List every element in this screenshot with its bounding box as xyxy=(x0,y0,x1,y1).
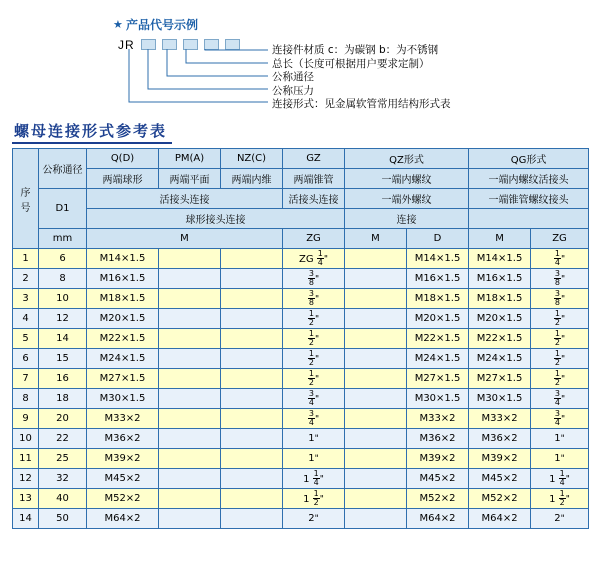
header-qg-connect xyxy=(469,209,589,229)
cell-qg-m: M18×1.5 xyxy=(469,289,531,309)
page-title: 螺母连接形式参考表 xyxy=(14,122,168,140)
header-qz-thread: 一端外螺纹 xyxy=(345,189,469,209)
cell-seq: 10 xyxy=(13,429,39,449)
cell-qz-d: M30×1.5 xyxy=(407,389,469,409)
cell-qg-zg: $\frac{3}{4}$ " xyxy=(531,409,589,429)
table-row xyxy=(13,249,589,269)
cell-gz-zg: $\frac{3}{8}$ " xyxy=(283,289,345,309)
header-qg-desc: 一端内螺纹活接头 xyxy=(469,169,589,189)
cell-qg-m: M36×2 xyxy=(469,429,531,449)
cell-seq: 5 xyxy=(13,329,39,349)
cell-qg-m: M22×1.5 xyxy=(469,329,531,349)
table-row xyxy=(13,329,589,349)
cell-qg-zg: 1" xyxy=(531,429,589,449)
cell-nominal-diameter: 22 xyxy=(39,429,87,449)
cell-qg-zg: 1 $\frac{1}{2}$ " xyxy=(531,489,589,509)
header-qz: QZ形式 xyxy=(345,149,469,169)
cell-nominal-diameter: 12 xyxy=(39,309,87,329)
header-unit-qz-d: D xyxy=(407,229,469,249)
cell-gz-zg: ZG $\frac{1}{4}$ " xyxy=(283,249,345,269)
cell-qz-d: M16×1.5 xyxy=(407,269,469,289)
cell-pma-m xyxy=(159,449,221,469)
cell-nzc-m xyxy=(221,349,283,369)
header-unit-qz-m: M xyxy=(345,229,407,249)
table-row xyxy=(13,289,589,309)
cell-nominal-diameter: 10 xyxy=(39,289,87,309)
header-row-3 xyxy=(13,189,589,209)
header-gz: GZ xyxy=(283,149,345,169)
cell-seq: 12 xyxy=(13,469,39,489)
header-unit-mm: mm xyxy=(39,229,87,249)
cell-nominal-diameter: 16 xyxy=(39,369,87,389)
cell-nzc-m xyxy=(221,289,283,309)
table-header xyxy=(13,149,589,249)
header-pma: PM(A) xyxy=(159,149,221,169)
cell-qd-m: M24×1.5 xyxy=(87,349,159,369)
header-qg-thread: 一端锥管螺纹接头 xyxy=(469,189,589,209)
cell-qz-d: M22×1.5 xyxy=(407,329,469,349)
header-unit-qg-zg: ZG xyxy=(531,229,589,249)
legend-item-nominal-diameter: 公称通径 xyxy=(272,71,314,83)
cell-seq: 3 xyxy=(13,289,39,309)
header-qz-desc: 一端内螺纹 xyxy=(345,169,469,189)
cell-qg-m: M14×1.5 xyxy=(469,249,531,269)
cell-qz-m xyxy=(345,509,407,529)
cell-seq: 13 xyxy=(13,489,39,509)
cell-qg-zg: 1 $\frac{1}{4}$ " xyxy=(531,469,589,489)
cell-pma-m xyxy=(159,249,221,269)
cell-qg-m: M64×2 xyxy=(469,509,531,529)
legend-item-length: 总长（长度可根据用户要求定制） xyxy=(272,57,430,70)
cell-qz-m xyxy=(345,329,407,349)
cell-qz-m xyxy=(345,389,407,409)
cell-qg-m: M52×2 xyxy=(469,489,531,509)
cell-qg-zg: $\frac{3}{8}$ " xyxy=(531,289,589,309)
cell-gz-zg: 1 $\frac{1}{2}$ " xyxy=(283,489,345,509)
cell-nzc-m xyxy=(221,309,283,329)
cell-qz-d: M64×2 xyxy=(407,509,469,529)
table-row xyxy=(13,489,589,509)
cell-nominal-diameter: 32 xyxy=(39,469,87,489)
header-unit-m: M xyxy=(87,229,283,249)
cell-nzc-m xyxy=(221,369,283,389)
header-unit-zg: ZG xyxy=(283,229,345,249)
table-row xyxy=(13,509,589,529)
star-icon: ★ xyxy=(113,19,123,31)
cell-seq: 11 xyxy=(13,449,39,469)
cell-nominal-diameter: 25 xyxy=(39,449,87,469)
legend-item-nominal-pressure: 公称压力 xyxy=(272,84,314,97)
table-body xyxy=(13,249,589,529)
cell-nominal-diameter: 15 xyxy=(39,349,87,369)
header-row-4 xyxy=(13,209,589,229)
cell-qg-m: M27×1.5 xyxy=(469,369,531,389)
cell-qz-d: M33×2 xyxy=(407,409,469,429)
cell-pma-m xyxy=(159,369,221,389)
cell-gz-zg: $\frac{1}{2}$ " xyxy=(283,369,345,389)
cell-qz-d: M24×1.5 xyxy=(407,349,469,369)
cell-nominal-diameter: 20 xyxy=(39,409,87,429)
cell-qg-zg: $\frac{1}{4}$ " xyxy=(531,249,589,269)
cell-qd-m: M33×2 xyxy=(87,409,159,429)
legend-item-material: 连接件材质 c：为碳钢 b：为不锈钢 xyxy=(272,44,439,56)
cell-nominal-diameter: 6 xyxy=(39,249,87,269)
cell-pma-m xyxy=(159,269,221,289)
cell-qg-m: M24×1.5 xyxy=(469,349,531,369)
cell-qg-m: M16×1.5 xyxy=(469,269,531,289)
header-union-connection: 活接头连接 xyxy=(87,189,283,209)
cell-seq: 9 xyxy=(13,409,39,429)
header-qd-desc: 两端球形 xyxy=(87,169,159,189)
header-row-1 xyxy=(13,149,589,169)
cell-qz-m xyxy=(345,409,407,429)
cell-gz-zg: $\frac{1}{2}$ " xyxy=(283,329,345,349)
header-qz-connect: 连接 xyxy=(345,209,469,229)
table-row xyxy=(13,309,589,329)
cell-seq: 4 xyxy=(13,309,39,329)
table-row xyxy=(13,409,589,429)
cell-qg-m: M33×2 xyxy=(469,409,531,429)
cell-qz-m xyxy=(345,349,407,369)
cell-qd-m: M36×2 xyxy=(87,429,159,449)
cell-qz-d: M45×2 xyxy=(407,469,469,489)
cell-nzc-m xyxy=(221,429,283,449)
cell-qz-d: M18×1.5 xyxy=(407,289,469,309)
header-nzc-desc: 两端内维 xyxy=(221,169,283,189)
table-row xyxy=(13,369,589,389)
cell-pma-m xyxy=(159,329,221,349)
cell-nominal-diameter: 40 xyxy=(39,489,87,509)
header-ball-joint: 球形接头连接 xyxy=(87,209,345,229)
cell-seq: 1 xyxy=(13,249,39,269)
cell-qg-zg: 2" xyxy=(531,509,589,529)
cell-qd-m: M64×2 xyxy=(87,509,159,529)
cell-seq: 8 xyxy=(13,389,39,409)
cell-qz-m xyxy=(345,289,407,309)
cell-qg-zg: $\frac{1}{2}$ " xyxy=(531,329,589,349)
cell-qz-d: M39×2 xyxy=(407,449,469,469)
cell-qg-m: M45×2 xyxy=(469,469,531,489)
cell-nzc-m xyxy=(221,389,283,409)
cell-qg-zg: $\frac{1}{2}$ " xyxy=(531,349,589,369)
header-seq: 序 号 xyxy=(13,149,39,249)
header-gz-union: 活接头连接 xyxy=(283,189,345,209)
cell-seq: 2 xyxy=(13,269,39,289)
cell-qd-m: M39×2 xyxy=(87,449,159,469)
cell-gz-zg: $\frac{1}{2}$ " xyxy=(283,349,345,369)
cell-qz-d: M36×2 xyxy=(407,429,469,449)
cell-qd-m: M52×2 xyxy=(87,489,159,509)
header-unit-qg-m: M xyxy=(469,229,531,249)
header-row-2 xyxy=(13,169,589,189)
cell-qd-m: M16×1.5 xyxy=(87,269,159,289)
cell-qz-m xyxy=(345,469,407,489)
cell-qz-d: M14×1.5 xyxy=(407,249,469,269)
header-row-5 xyxy=(13,229,589,249)
cell-nominal-diameter: 50 xyxy=(39,509,87,529)
cell-pma-m xyxy=(159,509,221,529)
cell-nzc-m xyxy=(221,409,283,429)
diagram-legend xyxy=(272,44,451,112)
cell-qg-zg: $\frac{1}{2}$ " xyxy=(531,309,589,329)
header-d1: D1 xyxy=(39,189,87,229)
cell-nzc-m xyxy=(221,449,283,469)
cell-seq: 7 xyxy=(13,369,39,389)
table-row xyxy=(13,269,589,289)
cell-qg-zg: $\frac{3}{4}$ " xyxy=(531,389,589,409)
cell-nzc-m xyxy=(221,489,283,509)
cell-gz-zg: $\frac{3}{4}$ " xyxy=(283,389,345,409)
header-qg: QG形式 xyxy=(469,149,589,169)
diagram-title: 产品代号示例 xyxy=(126,18,199,32)
cell-gz-zg: 2" xyxy=(283,509,345,529)
cell-qz-m xyxy=(345,269,407,289)
cell-nominal-diameter: 8 xyxy=(39,269,87,289)
cell-gz-zg: 1 $\frac{1}{4}$ " xyxy=(283,469,345,489)
cell-qz-m xyxy=(345,449,407,469)
cell-pma-m xyxy=(159,409,221,429)
cell-qz-m xyxy=(345,429,407,449)
cell-qd-m: M14×1.5 xyxy=(87,249,159,269)
cell-qz-m xyxy=(345,489,407,509)
cell-qz-m xyxy=(345,369,407,389)
header-gz-desc: 两端锥管 xyxy=(283,169,345,189)
cell-pma-m xyxy=(159,469,221,489)
cell-seq: 6 xyxy=(13,349,39,369)
table-row xyxy=(13,389,589,409)
cell-gz-zg: 1" xyxy=(283,449,345,469)
cell-pma-m xyxy=(159,489,221,509)
code-prefix: JR xyxy=(118,38,135,52)
table-row xyxy=(13,449,589,469)
cell-qz-d: M20×1.5 xyxy=(407,309,469,329)
cell-qz-m xyxy=(345,249,407,269)
table-row xyxy=(13,469,589,489)
table-row xyxy=(13,349,589,369)
header-pma-desc: 两端平面 xyxy=(159,169,221,189)
cell-qd-m: M22×1.5 xyxy=(87,329,159,349)
cell-gz-zg: $\frac{1}{2}$ " xyxy=(283,309,345,329)
cell-qz-d: M27×1.5 xyxy=(407,369,469,389)
cell-pma-m xyxy=(159,289,221,309)
cell-pma-m xyxy=(159,389,221,409)
cell-gz-zg: $\frac{3}{8}$ " xyxy=(283,269,345,289)
cell-nominal-diameter: 18 xyxy=(39,389,87,409)
cell-qd-m: M18×1.5 xyxy=(87,289,159,309)
cell-nominal-diameter: 14 xyxy=(39,329,87,349)
table-row xyxy=(13,429,589,449)
cell-nzc-m xyxy=(221,329,283,349)
cell-qg-zg: 1" xyxy=(531,449,589,469)
cell-nzc-m xyxy=(221,509,283,529)
cell-nzc-m xyxy=(221,269,283,289)
cell-gz-zg: 1" xyxy=(283,429,345,449)
product-code-diagram xyxy=(0,0,600,118)
cell-qz-d: M52×2 xyxy=(407,489,469,509)
cell-qg-m: M39×2 xyxy=(469,449,531,469)
cell-qd-m: M27×1.5 xyxy=(87,369,159,389)
cell-qg-zg: $\frac{1}{2}$ " xyxy=(531,369,589,389)
cell-pma-m xyxy=(159,309,221,329)
cell-gz-zg: $\frac{3}{4}$ " xyxy=(283,409,345,429)
cell-nzc-m xyxy=(221,249,283,269)
cell-nzc-m xyxy=(221,469,283,489)
header-nzc: NZ(C) xyxy=(221,149,283,169)
cell-qd-m: M45×2 xyxy=(87,469,159,489)
cell-qg-m: M20×1.5 xyxy=(469,309,531,329)
title-underline xyxy=(12,142,172,144)
header-qd: Q(D) xyxy=(87,149,159,169)
cell-qg-zg: $\frac{3}{8}$ " xyxy=(531,269,589,289)
cell-pma-m xyxy=(159,429,221,449)
cell-qd-m: M30×1.5 xyxy=(87,389,159,409)
cell-qd-m: M20×1.5 xyxy=(87,309,159,329)
header-nominal-diameter: 公称通径 xyxy=(39,149,87,189)
nut-connection-table xyxy=(12,148,589,529)
cell-qz-m xyxy=(345,309,407,329)
cell-pma-m xyxy=(159,349,221,369)
cell-seq: 14 xyxy=(13,509,39,529)
legend-item-connection-type: 连接形式：见金属软管常用结构形式表 xyxy=(272,98,451,110)
cell-qg-m: M30×1.5 xyxy=(469,389,531,409)
